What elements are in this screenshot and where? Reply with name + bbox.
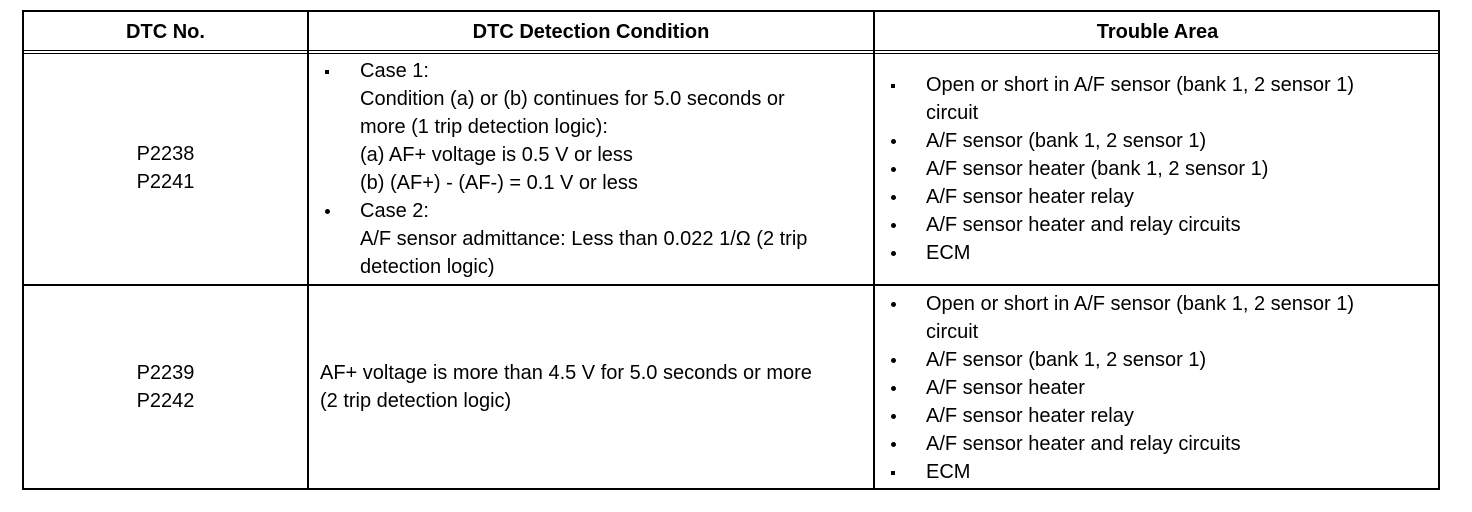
dot-bullet-icon bbox=[320, 197, 334, 225]
case-title: Case 2: bbox=[360, 200, 429, 222]
case-1-item bbox=[320, 57, 870, 197]
case-2-item bbox=[320, 197, 870, 281]
trouble-text: A/F sensor heater relay bbox=[926, 186, 1134, 208]
trouble-item bbox=[886, 155, 1436, 183]
trouble-item bbox=[886, 402, 1436, 430]
trouble-item bbox=[886, 183, 1436, 211]
trouble-text: A/F sensor heater relay bbox=[926, 405, 1134, 427]
trouble-text: ECM bbox=[926, 461, 971, 483]
column-divider bbox=[307, 12, 309, 488]
condition-row-1 bbox=[320, 57, 870, 281]
trouble-item bbox=[886, 71, 1436, 127]
dot-bullet-icon bbox=[886, 127, 900, 155]
header-trouble-area: Trouble Area bbox=[1096, 20, 1219, 43]
trouble-text: A/F sensor (bank 1, 2 sensor 1) bbox=[926, 349, 1207, 371]
case-title: Case 1: bbox=[360, 60, 429, 82]
header-detection-condition: DTC Detection Condition bbox=[472, 20, 710, 43]
dot-bullet-icon bbox=[886, 183, 900, 211]
trouble-text: circuit bbox=[926, 321, 979, 343]
dot-bullet-icon bbox=[886, 430, 900, 458]
dtc-code: P2241 bbox=[136, 171, 195, 193]
trouble-item bbox=[886, 374, 1436, 402]
dot-bullet-icon bbox=[886, 374, 900, 402]
trouble-item bbox=[886, 430, 1436, 458]
trouble-item bbox=[886, 211, 1436, 239]
trouble-item bbox=[886, 127, 1436, 155]
trouble-item bbox=[886, 458, 1436, 486]
trouble-text: A/F sensor (bank 1, 2 sensor 1) bbox=[926, 130, 1207, 152]
trouble-area-row-2 bbox=[886, 290, 1436, 486]
dtc-table bbox=[22, 10, 1440, 490]
trouble-text: A/F sensor heater bbox=[926, 377, 1085, 399]
dot-bullet-icon bbox=[886, 402, 900, 430]
trouble-text: ECM bbox=[926, 242, 971, 264]
trouble-text: circuit bbox=[926, 102, 979, 124]
trouble-text: Open or short in A/F sensor (bank 1, 2 sensor 1) bbox=[926, 74, 1354, 96]
condition-line: more (1 trip detection logic): bbox=[360, 116, 608, 138]
trouble-text: A/F sensor heater (bank 1, 2 sensor 1) bbox=[926, 158, 1269, 180]
dtc-code: P2238 bbox=[136, 143, 195, 165]
condition-row-2 bbox=[320, 359, 870, 415]
trouble-text: A/F sensor heater and relay circuits bbox=[926, 433, 1241, 455]
row-divider bbox=[24, 284, 1438, 286]
dot-bullet-icon bbox=[886, 290, 900, 318]
dot-bullet-icon bbox=[886, 155, 900, 183]
condition-line: Condition (a) or (b) continues for 5.0 seconds or bbox=[360, 88, 785, 110]
column-divider bbox=[873, 12, 875, 488]
dot-bullet-icon bbox=[886, 239, 900, 267]
condition-line: (a) AF+ voltage is 0.5 V or less bbox=[360, 144, 633, 166]
dot-bullet-icon bbox=[886, 346, 900, 374]
dot-bullet-icon bbox=[886, 211, 900, 239]
condition-line: detection logic) bbox=[360, 256, 495, 278]
dtc-code: P2239 bbox=[136, 362, 195, 384]
dtc-codes-row-1 bbox=[24, 140, 307, 196]
square-bullet-icon bbox=[320, 57, 334, 85]
condition-line: (b) (AF+) - (AF-) = 0.1 V or less bbox=[360, 172, 638, 194]
condition-line: A/F sensor admittance: Less than 0.022 1/Ω (2 trip bbox=[360, 228, 808, 250]
trouble-item bbox=[886, 239, 1436, 267]
square-bullet-icon bbox=[886, 458, 900, 486]
condition-line: AF+ voltage is more than 4.5 V for 5.0 seconds or more bbox=[320, 362, 812, 384]
dtc-codes-row-2 bbox=[24, 359, 307, 415]
trouble-text: Open or short in A/F sensor (bank 1, 2 sensor 1) bbox=[926, 293, 1354, 315]
trouble-item bbox=[886, 346, 1436, 374]
header-dtc-no: DTC No. bbox=[126, 20, 205, 43]
trouble-item bbox=[886, 290, 1436, 346]
trouble-text: A/F sensor heater and relay circuits bbox=[926, 214, 1241, 236]
trouble-area-row-1 bbox=[886, 71, 1436, 267]
condition-line: (2 trip detection logic) bbox=[320, 390, 512, 412]
dtc-code: P2242 bbox=[136, 390, 195, 412]
square-bullet-icon bbox=[886, 71, 900, 99]
